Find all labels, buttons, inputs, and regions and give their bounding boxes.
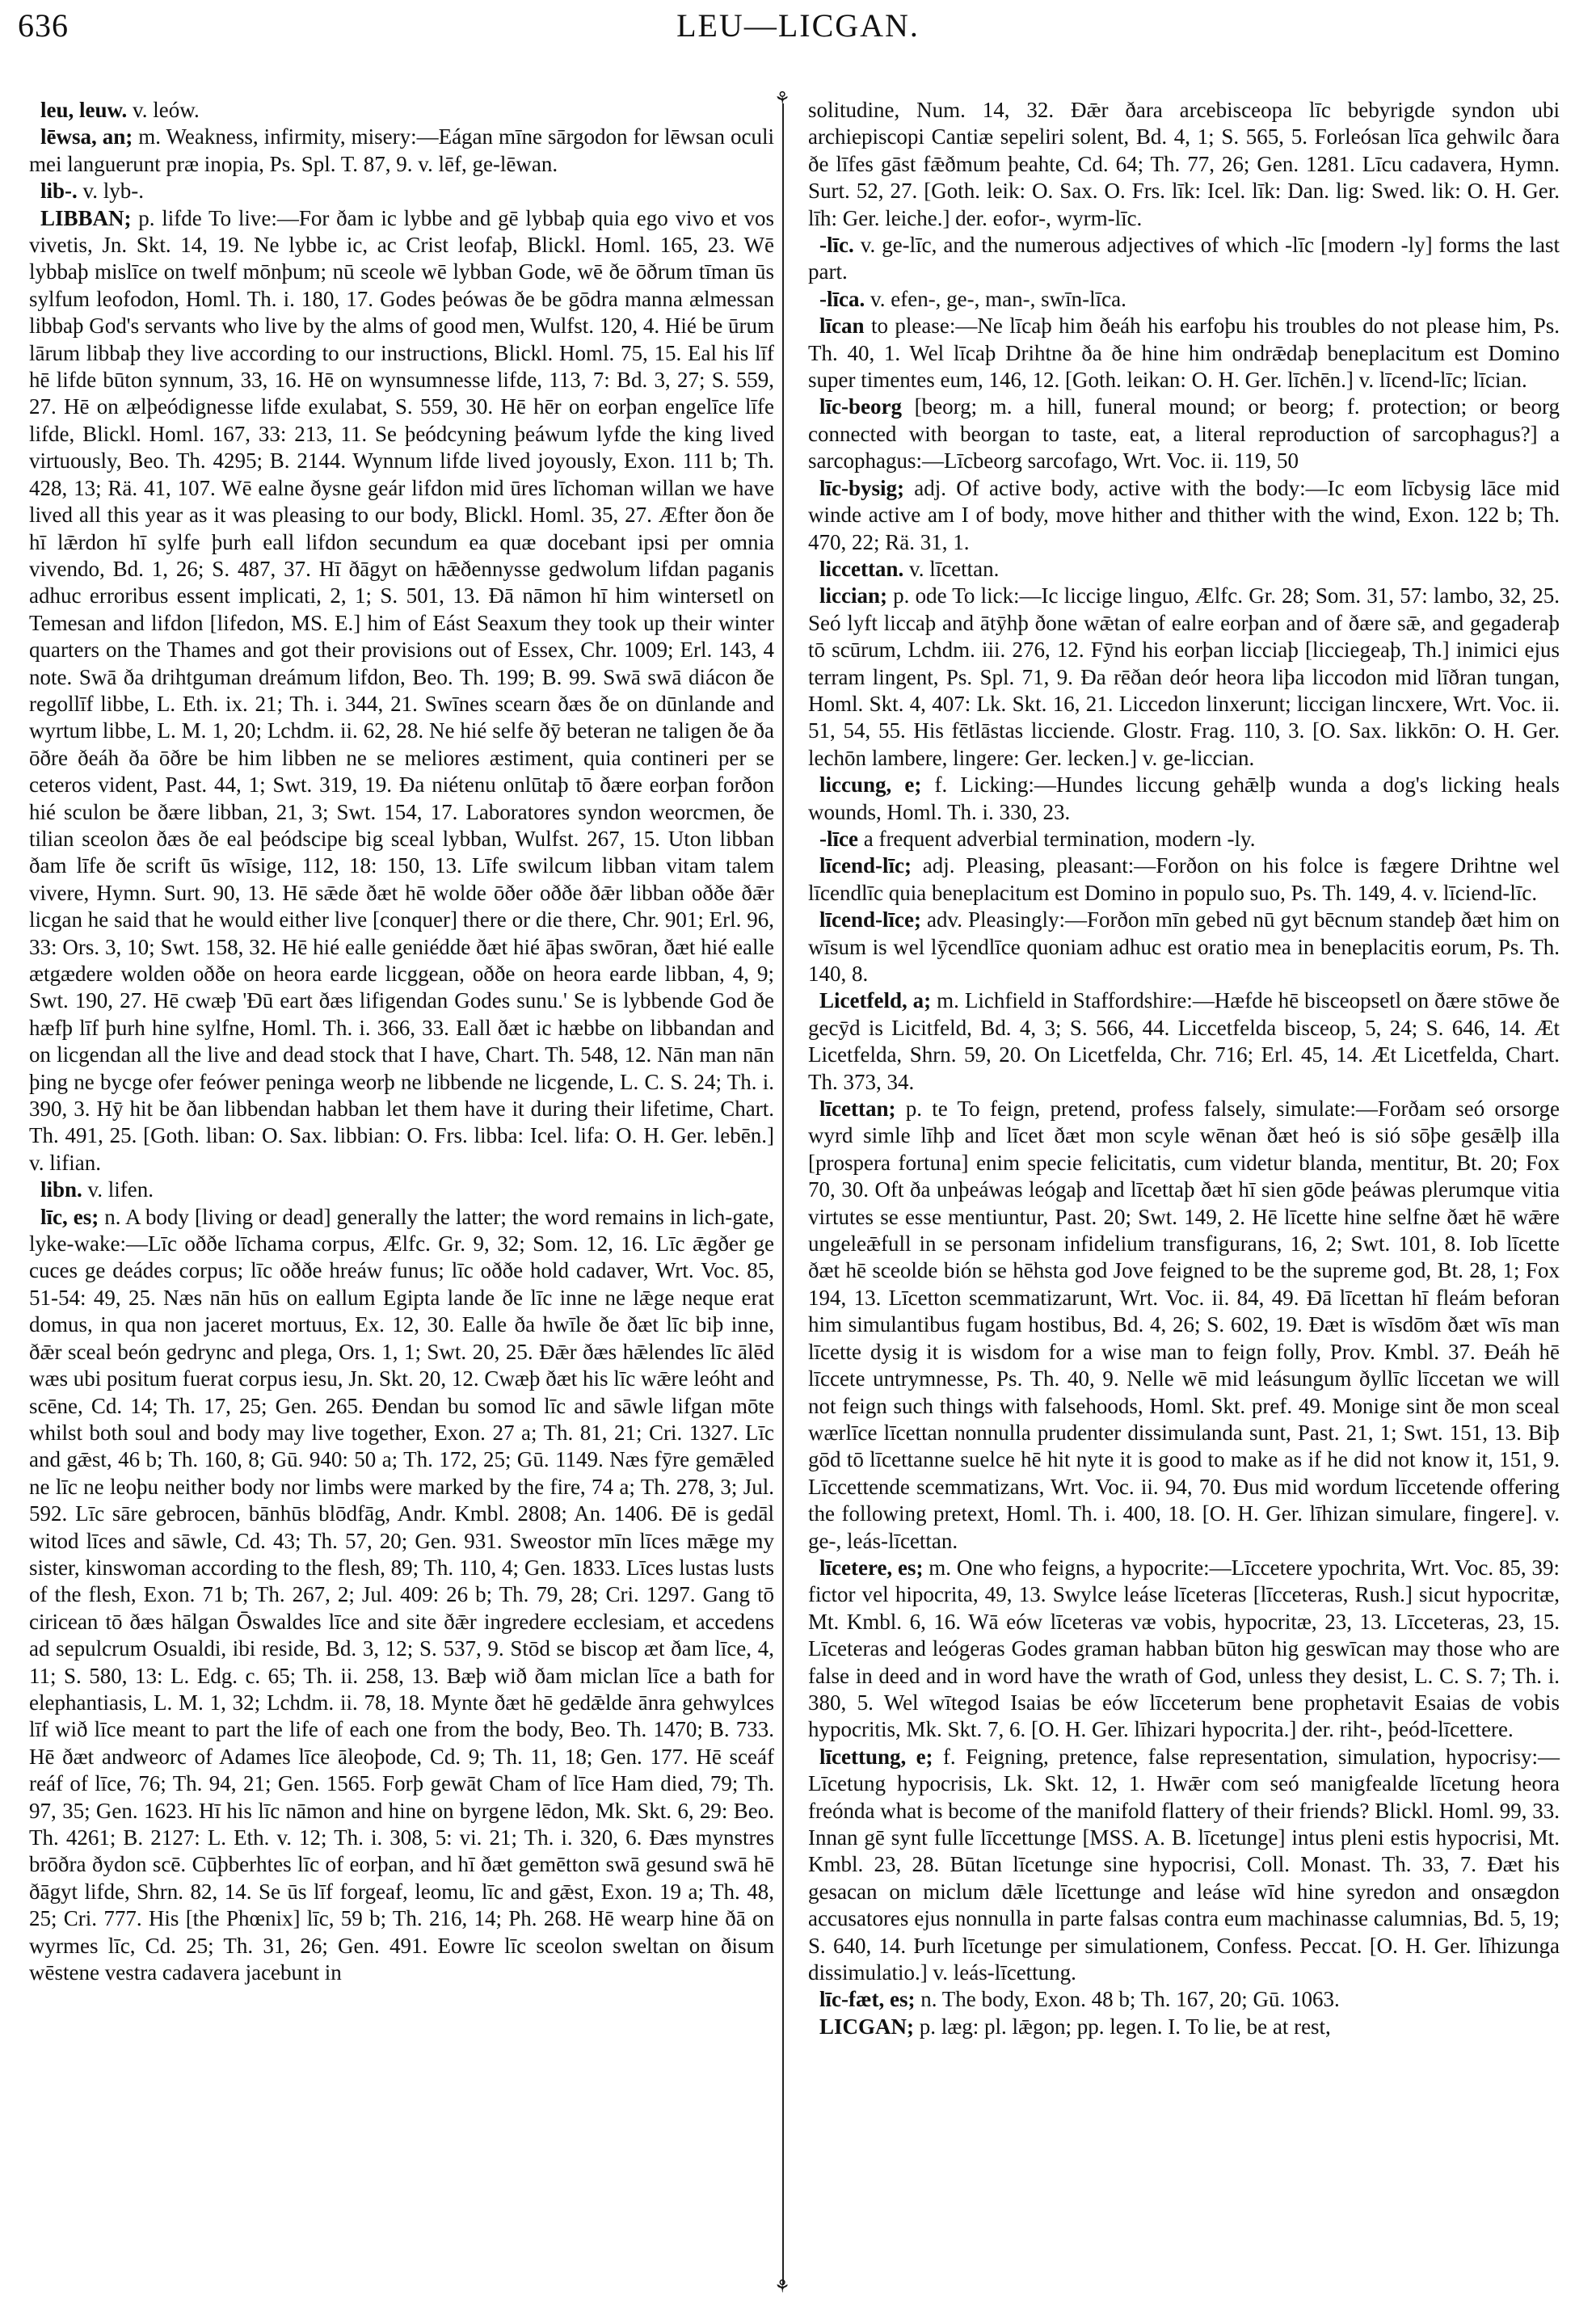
entry-definition: solitudine, Num. 14, 32. Đǣr ðara arcebisceopa līc bebyrigde syndon ubi archiepiscopi Cantiæ sepeliri solent, Bd. 4, 1; S. 565, 5. Forleósan līca gehwilc ðara ðe līfes gāst fǣðmum þeahte, Cd. 64; Th. 77, 26; Gen. 1281. Līcu cadavera, Hymn. Surt. 52, 27. [Goth. leik: O. Sax. O. Frs. līk: Icel. līk: Dan. lig: Swed. lik: O. H. Ger. līh: Ger. leiche.] der. eofor-, wyrm-līc. [808,98,1560,230]
entry-definition: v. lyb-. [77,179,145,204]
dictionary-entry [808,907,1560,987]
entry-headword: liccung, e; [819,772,922,798]
entry-definition: m. Weakness, infirmity, misery:—Eágan mīne sārgodon for lēwsan oculi mei languerunt præ inopia, Ps. Spl. T. 87, 9. v. lēf, ge-lēwan. [29,124,774,176]
left-column [29,97,774,1986]
entry-definition: v. līcettan. [903,556,1000,581]
entry-definition: v. leów. [127,98,200,122]
entry-definition: p. te To feign, pretend, profess falsely, simulate:—Forðam seó orsorge wyrd simle līhþ and līcet ðæt mon scyle wēnan ðæt heó is sió sōþe gesǣlþ illa [prospera fortuna] enim specie felicitatis, cum videtur blanda, mentitur, Bt. 20; Fox 70, 30. Oft ða unþeáwas leógaþ and līcettaþ ðæt hī sien gōde þeáwas plerumque vitia virtutes se esse mentiuntur, Past. 20; Swt. 149, 2. Hē līcette hine selfne ðæt hē wǣre ungeleǣfull in se personam infidelium transfigurans, 16, 2; Swt. 101, 8. Iob līcette ðæt hē sceolde bión se hēhsta god Jove feigned to be the supreme god, Bt. 28, 1; Fox 194, 13. Līcetton scemmatizarunt, Wrt. Voc. ii. 84, 49. Đā līcettan hī fleám beforan him simulantibus fugam hostibus, Bd. 4, 26; S. 602, 19. Đæt is wīsdōm ðæt wīs man līcette dysig it is wisdom for a wise man to feign folly, Prov. Kmbl. 37. Đeáh hē līccete untrymnesse, Ps. Th. 40, 9. Nelle wē mid leásungum ðyllīc līccetan we will not feign such things with falsehoods, Homl. Skt. pref. 49. Monige sint ðe mon sceal wærlīce līcettan nonnulla prudenter dissimulanda sunt, Past. 21, 1; Swt. 151, 13. Biþ gōd tō līcettanne suelce hē hit nyte it is good to make as if he did not know it, 151, 9. Līccettende scemmatizans, Wrt. Voc. ii. 94, 70. Đus mid wordum līccetende offering the following pretext, Homl. Th. i. 400, 18. [O. H. Ger. līhizan simulare, fingere]. v. ge-, leás-līcettan. [808,1097,1560,1553]
entry-headword: -līce [819,826,858,851]
column-ornament-bottom-icon: ⚘ [774,2276,790,2296]
entry-definition: adj. Pleasing, pleasant:—Forðon on his folce is fægere Drihtne wel līcendlīc quia beneplacitum est Domino in populo suo, Ps. Th. 149, 4. v. līciend-līc. [808,853,1560,905]
entry-definition: f. Feigning, pretence, false representation, simulation, hypocrisy:—Līcetung hypocrisis, Lk. Skt. 12, 1. Hwǣr com seó manigfealde līcetung heora freónda what is become of the manifold flattery of their friends? Blickl. Homl. 99, 33. Innan gē synt fulle līccettunge [MSS. A. B. līcetunge] intus pleni estis hypocrisi, Mt. Kmbl. 23, 28. Būtan līcetunge sine hypocrisi, Coll. Monast. Th. 33, 7. Ðæt his gesacan on miclum dǣle līcettunge and leáse wīd hine syredon and onsægdon accusatores ejus nonnulla in parte falsas contra eum machinasse calumnias, Bd. 5, 19; S. 640, 14. Þurh līcetunge per simulationem, Confess. Peccat. [O. H. Ger. līhizunga dissimulatio.] v. leás-līcettung. [808,1744,1560,1985]
dictionary-entry [808,2014,1560,2040]
entry-headword: -līc. [819,233,854,258]
entry-headword: līcetere, es; [819,1555,924,1580]
entry-definition: p. lifde To live:—For ðam ic lybbe and gē lybbaþ quia ego vivo et vos vivetis, Jn. Skt. 14, 19. Ne lybbe ic, ac Crist leofaþ, Blickl. Homl. 165, 23. Wē lybbaþ mislīce on twelf mōnþum; nū sceole wē lybban Gode, wē ðe ōðrum tīman ūs sylfum leofodon, Homl. Th. i. 180, 17. Godes þeówas ðe be gōdra manna ælmessan libbaþ God's servants who live by the alms of good men, Wulfst. 120, 4. Hié be ūrum lārum libbaþ they live according to our instructions, Blickl. Homl. 75, 15. Eal his līf hē lifde būton synnum, 33, 16. Hē on wynsumnesse lifde, 113, 7: Bd. 3, 27; S. 559, 27. Hē on ælþeódignesse lifde exulabat, S. 559, 30. Hē hēr on eorþan engelīce līfe lifde, Blickl. Homl. 167, 33: 213, 11. Se þeódcyning þeáwum lyfde the king lived virtuously, Beo. Th. 4295; B. 2144. Wynnum lifde lived joyously, Exon. 111 b; Th. 428, 13; Rä. 41, 107. Wē ealne ðysne geár lifdon mid ūres līchoman willan we have lived all this year as it was pleasing to our body, Blickl. Homl. 35, 27. Æfter ðon ðe hī lǣrdon hī sylfe þurh eall lifdon secundum ea quæ docebant ipsi per omnia vivendo, Bd. 1, 26; S. 487, 37. Hī ðāgyt on hǣðennysse gedwolum lifdan paganis adhuc erroribus essent implicati, 2, 1; S. 501, 13. Đā nāmon hī him wintersetl on Temesan and lifdon [lifedon, MS. E.] him of Eást Seaxum they took up their winter quarters on the Thames and got their provisions out of Essex, Chr. 1009; Erl. 143, 4 note. Swā ða drihtguman dreámum lifdon, Beo. Th. 199; B. 99. Swā swā diácon ðe regollīf libbe, L. Eth. ix. 21; Th. i. 344, 21. Swīnes scearn ðæs ðe on dūnlande and wyrtum libbe, L. M. 1, 20; Lchdm. ii. 62, 28. Ne hié selfe ðȳ beteran ne taligen ðe ða ōðre ðeáh ða ōðre be him libben ne se meliores æstiment, quia contineri per se ceteros vident, Past. 44, 1; Swt. 319, 19. Đa niétenu onlūtaþ tō ðære eorþan forðon hié sculon be ðære libban, 21, 3; Swt. 154, 17. Laboratores syndon weorcmen, ðe tilian sceolon ðæs ðe eal þeódscipe big sceal lybban, Wulfst. 267, 15. Uton libban ðam līfe ðe scrift ūs wīsige, 112, 18: 150, 13. Līfe swilcum libban vitam talem vivere, Hymn. Surt. 90, 13. Hē sǣde ðæt hē wolde ōðer oððe ðǣr libban oððe ðǣr licgan he said that he would either live [conquer] there or die there, Chr. 901; Erl. 96, 33: Ors. 3, 10; Swt. 158, 32. Hē hié ealle geniédde ðæt hié āþas swōran, ðæt hié ealle ætgædere wolden oððe on heora earde licggean, oððe on heora earde libban, 4, 9; Swt. 190, 27. Hē cwæþ 'Ðū eart ðæs lifigendan Godes sunu.' Se is lybbende God ðe hæfþ līf þurh hine sylfne, Homl. Th. i. 366, 33. Eall ðæt ic hæbbe on libbandan and on licgendan all the live and dead stock that I have, Chart. Th. 548, 12. Nān man nān þing ne bycge ofer feówer peninga weorþ ne libbende ne licgende, L. C. S. 24; Th. i. 390, 3. Hȳ hit be ðan libbendan habban let them have it during their lifetime, Chart. Th. 491, 25. [Goth. liban: O. Sax. libbian: O. Frs. libba: Icel. lifa: O. H. Ger. lebēn.] v. lifian. [29,205,774,1175]
dictionary-entry [808,987,1560,1096]
entry-headword: lib-. [40,179,78,204]
entry-definition: f. Licking:—Hundes liccung gehǣlþ wunda a dog's licking heals wounds, Homl. Th. i. 330, 23. [808,772,1560,824]
dictionary-entry [808,394,1560,474]
entry-definition: adj. Of active body, active with the body:—Ic eom līcbysig lāce mid winde active am I of body, move hither and thither with the wind, Exon. 122 b; Th. 470, 22; Rä. 31, 1. [808,475,1560,554]
entry-headword: līcend-līc; [819,853,912,878]
entry-definition: n. A body [living or dead] generally the latter; the word remains in lich-gate, lyke-wake:—Līc oððe līchama corpus, Ælfc. Gr. 9, 32; Som. 12, 16. Līc ǣgðer ge cuces ge deádes corpus; līc oððe hreáw funus; līc oððe hold cadaver, Wrt. Voc. 85, 51-54: 49, 25. Næs nān hūs on eallum Egipta lande ðe līc inne ne lǣge neque erat domus, in qua non jaceret mortuus, Ex. 12, 30. Ealle ða hwīle ðe ðæt līc biþ inne, ðǣr sceal beón gedrync and plega, Ors. 1, 1; Swt. 20, 25. Đǣr ðæs hǣlendes līc ālēd wæs ubi positum fuerat corpus iesu, Jn. Skt. 20, 12. Cwæþ ðæt his līc wǣre leóht and scēne, Cd. 14; Th. 17, 25; Gen. 265. Đendan bu somod līc and sāwle lifgan mōte whilst both soul and body may live together, Exon. 27 a; Th. 81, 21; Cri. 1327. Līc and gǣst, 46 b; Th. 160, 8; Gū. 940: 50 a; Th. 172, 25; Gū. 1149. Næs fȳre gemǣled ne līc ne leoþu neither body nor limbs were marked by the fire, 74 a; Th. 278, 3; Jul. 592. Līc sāre gebrocen, bānhūs blōdfāg, Andr. Kmbl. 2808; An. 1406. Đē is gedāl witod līces and sāwle, Cd. 43; Th. 57, 20; Gen. 931. Sweostor mīn līces mǣge my sister, kinswoman according to the flesh, 89; Th. 110, 4; Gen. 1833. Līces lustas lusts of the flesh, Exon. 71 b; Th. 267, 2; Jul. 409: 26 b; Th. 79, 28; Cri. 1297. Gang tō ciricean tō ðæs hālgan Ōswaldes līce and site ðǣr ingredere ecclesiam, et accedens ad sepulcrum Osualdi, ibi reside, Bd. 3, 12; S. 537, 9. Stōd se biscop æt ðam līce, 4, 11; S. 580, 13: L. Edg. c. 65; Th. ii. 258, 13. Bæþ wið ðam miclan līce a bath for elephantiasis, L. M. 1, 32; Lchdm. ii. 78, 18. Mynte ðæt hē gedǣlde ānra gehwylces līf wið līce meant to part the life of each one from the body, Beo. Th. 1470; B. 733. Hē ðæt andweorc of Adames līce āleoþode, Cd. 9; Th. 11, 18; Gen. 177. Hē sceáf reáf of līce, 76; Th. 94, 21; Gen. 1565. Forþ gewāt Cham of līce Ham died, 79; Th. 97, 35; Gen. 1623. Hī his līc nāmon and hine on byrgene lēdon, Mk. Skt. 6, 29: Beo. Th. 4261; B. 2127: L. Eth. v. 12; Th. i. 308, 5: vi. 21; Th. i. 320, 6. Đæs mynstres brōðra ðydon scē. Cūþberhtes līc of eorþan, and hī ðæt gemētton swā gesund swā hē ðāgyt lifde, Shrn. 82, 14. Se ūs līf forgeaf, leomu, līc and gǣst, Exon. 19 a; Th. 48, 25; Cri. 777. His [the Phœnix] līc, 59 b; Th. 216, 14; Ph. 268. Hē wearp hine ðā on wyrmes līc, Cd. 25; Th. 31, 26; Gen. 491. Eowre līc sceolon sweltan on ðisum wēstene vestra cadavera jacebunt in [29,1204,774,1985]
dictionary-entry [29,1204,774,1987]
dictionary-entry [808,772,1560,826]
dictionary-entry [808,826,1560,852]
entry-definition: m. One who feigns, a hypocrite:—Līccetere ypochrita, Wrt. Voc. 85, 39: fictor vel hipocrita, 49, 13. Swylce leáse līceteras [līcceteras, Rush.] sicut hypocritæ, Mt. Kmbl. 6, 16. Wā eów līceteras væ vobis, hypocritæ, 23, 13. Līcceteras, 23, 15. Līceteras and leógeras Godes graman habban būton hig geswīcan may those who are false in deed and in word have the wrath of God, unless they desist, L. C. S. 7; Th. i. 380, 5. Wel wītegod Isaias be eów līcceterum bene prophetavit Esaias de vobis hypocritis, Mk. Skt. 7, 6. [O. H. Ger. līhizari hypocrita.] der. riht-, þeód-līcettere. [808,1555,1560,1742]
dictionary-entry [29,178,774,204]
dictionary-entry [29,205,774,1177]
entry-headword: līc, es; [40,1204,99,1229]
entry-headword: līcend-līce; [819,907,921,932]
entry-definition: p. læg: pl. lǣgon; pp. legen. I. To lie, be at rest, [914,2014,1331,2039]
entry-headword: Licetfeld, a; [819,988,932,1013]
dictionary-entry [808,1986,1560,2013]
page-number: 636 [18,7,69,44]
entry-headword: lēwsa, an; [40,124,133,149]
dictionary-entry [808,556,1560,583]
entry-headword: līc-bysig; [819,475,904,500]
entry-definition: v. ge-līc, and the numerous adjectives of which -līc [modern -ly] forms the last part. [808,233,1560,284]
entry-definition: v. efen-, ge-, man-, swīn-līca. [865,286,1126,311]
entry-definition: v. lifen. [82,1177,154,1202]
entry-headword: LIBBAN; [40,205,132,230]
entry-headword: liccettan. [819,556,904,581]
entry-headword: libn. [40,1177,82,1202]
entry-definition: to please:—Ne līcaþ him ðeáh his earfoþu his troubles do not please him, Ps. Th. 40, 1. Wel līcaþ Drihtne ða ðe hine him ondrǣdaþ beneplacitum est Domino super timentes eum, 146, 12. [Goth. leikan: O. H. Ger. līchēn.] v. līcend-līc; līcian. [808,314,1560,393]
column-ornament-top-icon: ⚘ [774,88,790,108]
entry-headword: līc-fæt, es; [819,1987,916,2012]
entry-definition: n. The body, Exon. 48 b; Th. 167, 20; Gū. 1063. [915,1987,1340,2012]
dictionary-entry [808,313,1560,394]
entry-headword: LICGAN; [819,2014,915,2039]
dictionary-entry [808,475,1560,556]
entry-definition: adv. Pleasingly:—Forðon mīn gebed nū gyt bēcnum standeþ ðæt him on wīsum is wel lȳcendlīce quoniam adhuc est oratio mea in beneplacitis eorum, Ps. Th. 140, 8. [808,907,1560,986]
entry-headword: -līca. [819,286,865,311]
entry-headword: līcan [819,314,865,339]
dictionary-entry [29,1177,774,1203]
dictionary-entry [808,286,1560,313]
dictionary-entry [808,852,1560,907]
dictionary-entry [808,97,1560,232]
dictionary-entry [808,1744,1560,1987]
dictionary-entry [808,1555,1560,1744]
entry-headword: līcettan; [819,1097,896,1122]
column-divider [782,103,784,2285]
entry-definition: p. ode To lick:—Ic liccige linguo, Ælfc. Gr. 28; Som. 31, 57: lambo, 32, 25. Seó lyft liccaþ and ātȳhþ ðone wǣtan of ealre eorþan and of ðære sǣ, and gegaderaþ tō scūrum, Lchdm. iii. 276, 12. Fȳnd his eorþan licciaþ [licciegeaþ, Th.] inimici ejus terram lingent, Ps. Spl. 71, 9. Đa rēðan deór heora liþa liccodon mid līðran tungan, Homl. Skt. 4, 407: Lk. Skt. 16, 21. Liccedon linxerunt; liccigan lincxere, Wrt. Voc. ii. 51, 54, 55. His fētlāstas licciende. Glostr. Frag. 110, 3. [O. Sax. likkōn: O. H. Ger. lechōn lambere, lingere: Ger. lecken.] v. ge-liccian. [808,583,1560,770]
dictionary-entry [808,232,1560,286]
dictionary-entry [808,583,1560,772]
entry-headword: līcettung, e; [819,1744,933,1769]
entry-definition: [beorg; m. a hill, funeral mound; or beorg; f. protection; or beorg connected with beorgan to taste, eat, a literal reproduction of sarcophagus?] a sarcophagus:—Līcbeorg sarcofago, Wrt. Voc. ii. 119, 50 [808,394,1560,474]
entry-definition: a frequent adverbial termination, modern -ly. [857,826,1256,851]
running-head-title: LEU—LICGAN. [676,7,920,44]
dictionary-entry [29,97,774,124]
dictionary-entry [29,124,774,178]
entry-headword: liccian; [819,583,887,608]
entry-headword: leu, leuw. [40,98,128,122]
entry-definition: m. Lichfield in Staffordshire:—Hæfde hē bisceopsetl on ðære stōwe ðe gecȳd is Licitfeld, Bd. 4, 3; S. 566, 44. Liccetfelda bisceop, 5, 24; S. 646, 14. Æt Licetfelda, Shrn. 59, 20. On Licetfelda, Chr. 716; Erl. 45, 14. Æt Licetfelda, Chart. Th. 373, 34. [808,988,1560,1094]
entry-headword: līc-beorg [819,394,902,419]
right-column [808,97,1560,2040]
dictionary-entry [808,1096,1560,1555]
